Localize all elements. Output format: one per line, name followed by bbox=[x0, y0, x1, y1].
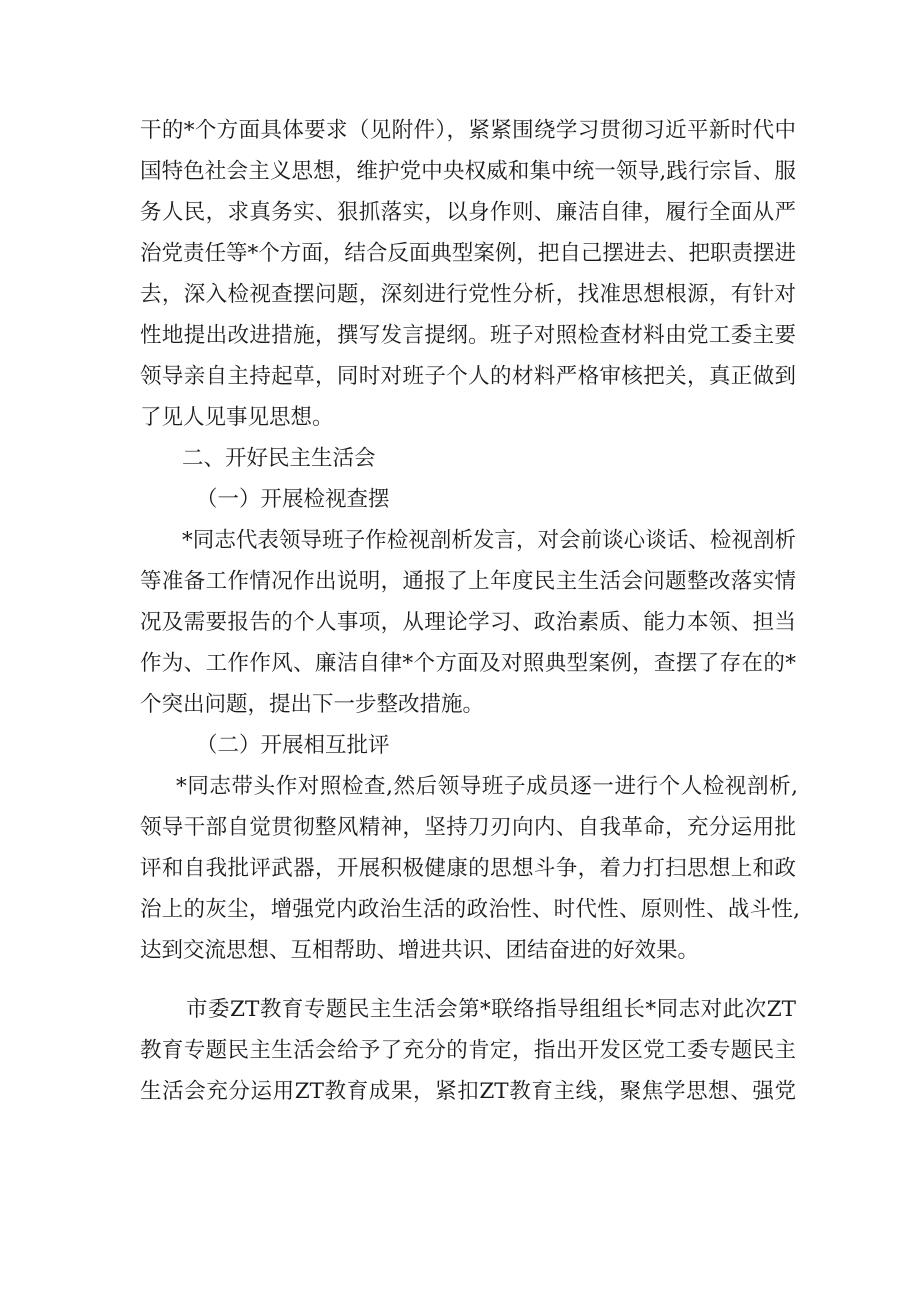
paragraph-line: 务人民，求真务实、狠抓落实，以身作则、廉洁自律，履行全面从严 bbox=[140, 200, 796, 225]
paragraph-line: 生活会充分运用ZT教育成果，紧扣ZT教育主线，聚焦学思想、强党 bbox=[140, 1079, 796, 1104]
subsection-heading-2: （二）开展相互批评 bbox=[196, 733, 390, 758]
paragraph-line: 了见人见事见思想。 bbox=[140, 405, 334, 430]
paragraph-line: 干的*个方面具体要求（见附件），紧紧围绕学习贯彻习近平新时代中 bbox=[140, 118, 796, 143]
paragraph-line: *同志代表领导班子作检视剖析发言，对会前谈心谈话、检视剖析 bbox=[182, 528, 796, 553]
subsection-heading-1: （一）开展检视查摆 bbox=[196, 487, 390, 512]
paragraph-line: 等准备工作情况作出说明，通报了上年度民主生活会问题整改落实情 bbox=[140, 569, 796, 594]
paragraph-line: 市委ZT教育专题民主生活会第*联络指导组组长*同志对此次ZT bbox=[186, 997, 796, 1022]
paragraph-line: 教育专题民主生活会给予了充分的肯定，指出开发区党工委专题民主 bbox=[140, 1038, 796, 1063]
paragraph-line: 国特色社会主义思想，维护党中央权威和集中统一领导,践行宗旨、服 bbox=[140, 159, 796, 184]
paragraph-line: 评和自我批评武器，开展积极健康的思想斗争，着力打扫思想上和政 bbox=[140, 856, 796, 881]
paragraph-line: 性地提出改进措施，撰写发言提纲。班子对照检查材料由党工委主要 bbox=[140, 323, 796, 348]
paragraph-line: *同志带头作对照检查,然后领导班子成员逐一进行个人检视剖析, bbox=[176, 774, 798, 799]
paragraph-line: 治上的灰尘，增强党内政治生活的政治性、时代性、原则性、战斗性, bbox=[140, 897, 800, 922]
section-heading: 二、开好民主生活会 bbox=[182, 446, 376, 471]
paragraph-line: 领导亲自主持起草，同时对班子个人的材料严格审核把关，真正做到 bbox=[140, 364, 796, 389]
paragraph-line: 作为、工作作风、廉洁自律*个方面及对照典型案例，查摆了存在的* bbox=[140, 651, 796, 676]
paragraph-line: 领导干部自觉贯彻整风精神，坚持刀刃向内、自我革命，充分运用批 bbox=[140, 815, 796, 840]
paragraph-line: 个突出问题，提出下一步整改措施。 bbox=[140, 692, 485, 717]
paragraph-line: 治党责任等*个方面，结合反面典型案例，把自己摆进去、把职责摆进 bbox=[140, 241, 796, 266]
paragraph-line: 达到交流思想、互相帮助、增进共识、团结奋进的好效果。 bbox=[140, 938, 700, 963]
paragraph-line: 去，深入检视查摆问题，深刻进行党性分析，找准思想根源，有针对 bbox=[140, 282, 796, 307]
paragraph-line: 况及需要报告的个人事项，从理论学习、政治素质、能力本领、担当 bbox=[140, 610, 796, 635]
